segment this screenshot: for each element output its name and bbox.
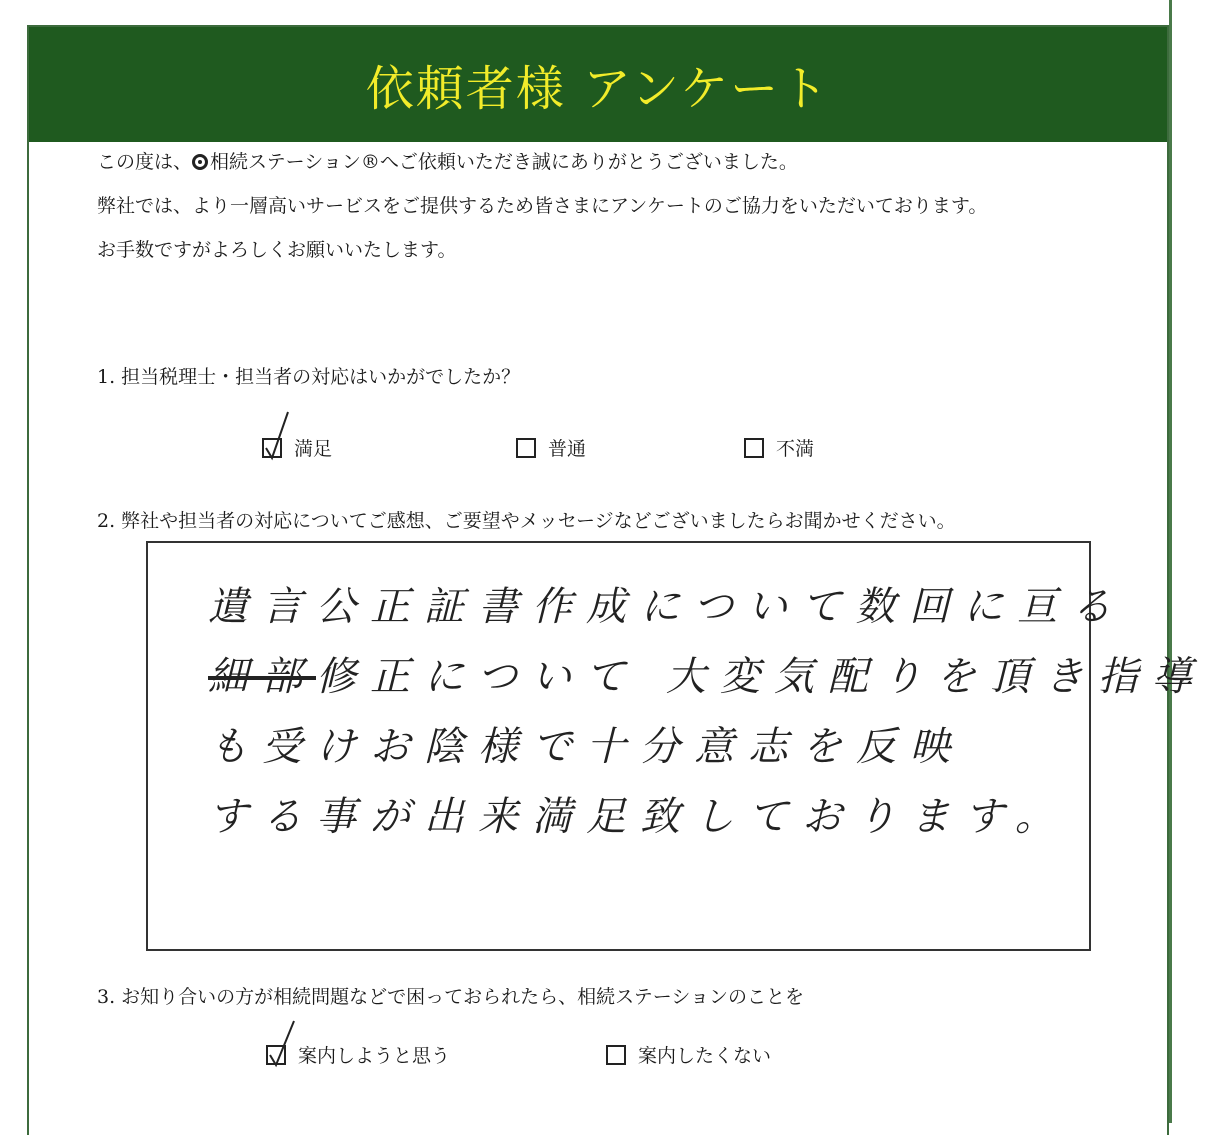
title-bar [29, 27, 1167, 142]
intro-line-1 [97, 140, 987, 184]
checkbox[interactable] [744, 438, 764, 458]
option-label: 不満 [776, 438, 815, 460]
question-1: 1. 担当税理士・担当者の対応はいかがでしたか？ [97, 366, 521, 388]
company-logo-icon [192, 154, 208, 170]
option-label: 案内したくない [638, 1045, 772, 1067]
q3-option-will-not-recommend[interactable] [606, 1041, 771, 1068]
page-title: 依頼者様 アンケート [365, 61, 831, 117]
intro-line-1-pre: この度は、 [97, 151, 193, 173]
answer-box[interactable] [146, 541, 1206, 951]
right-border [1169, 0, 1172, 1123]
q1-option-satisfied[interactable] [262, 434, 332, 461]
answer-line-4: する事が出来満足致しております。 [208, 794, 1069, 840]
handwritten-answer [208, 575, 1206, 855]
answer-line-2-text: 修正について 大変気配りを頂き指導 [316, 654, 1206, 700]
q3-option-will-recommend[interactable] [266, 1041, 450, 1068]
checkbox[interactable] [262, 438, 282, 458]
intro-line-2: 弊社では、より一層高いサービスをご提供するため皆さまにアンケートのご協力をいただいております。 [97, 195, 988, 217]
intro-line-1-post: 相続ステーション®へご依頼いただき誠にありがとうございました。 [210, 151, 798, 173]
intro-line-3: お手数ですがよろしくお願いいたします。 [97, 239, 457, 261]
answer-line-1: 遺言公正証書作成について数回に亘る [208, 584, 1126, 630]
checkmark-icon [260, 408, 300, 464]
checkmark-icon [264, 1015, 304, 1071]
checkbox[interactable] [516, 438, 536, 458]
option-label: 満足 [294, 438, 333, 460]
answer-line-3: も受けお陰様で十分意志を反映 [208, 724, 964, 770]
checkbox[interactable] [606, 1045, 626, 1065]
q1-option-dissatisfied[interactable] [744, 434, 814, 461]
question-2: 2. 弊社や担当者の対応についてご感想、ご要望やメッセージなどございましたらお聞かせください。 [97, 510, 956, 532]
answer-line-2 [208, 645, 1206, 715]
option-label: 普通 [548, 438, 587, 460]
checkbox[interactable] [266, 1045, 286, 1065]
intro-text [97, 140, 987, 272]
struck-text: 細部 [208, 654, 316, 700]
question-3: 3. お知り合いの方が相続問題などで困っておられたら、相続ステーションのことを [97, 986, 805, 1008]
option-label: 案内しようと思う [298, 1045, 451, 1067]
q1-option-normal[interactable] [516, 434, 586, 461]
